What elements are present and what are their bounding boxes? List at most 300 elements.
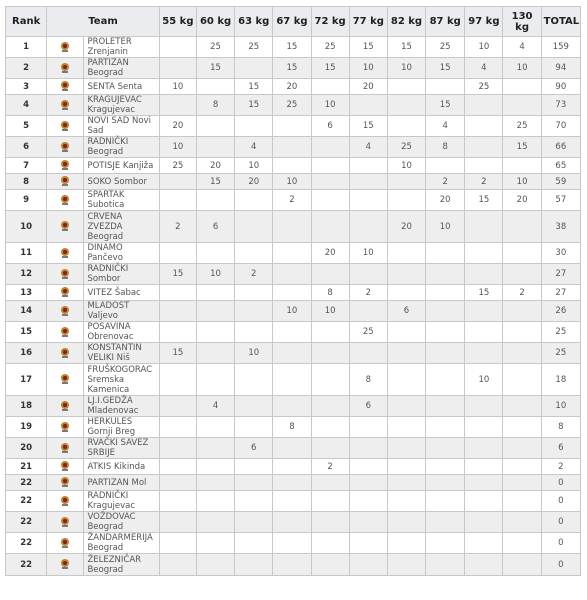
points-cell (273, 396, 311, 417)
club-emblem-icon (61, 100, 69, 110)
team-name-cell: POSAVINA Obrenovac (84, 322, 159, 343)
points-cell (273, 322, 311, 343)
table-row (6, 264, 581, 285)
points-cell (349, 158, 387, 174)
team-name-cell: RADNIČKI Kragujevac (84, 491, 159, 512)
table-row (6, 116, 581, 137)
points-cell (503, 459, 541, 475)
points-cell (387, 95, 425, 116)
points-cell (196, 475, 234, 491)
emblem-cell (47, 190, 84, 211)
table-row (6, 364, 581, 396)
team-name-cell: SPARTAK Subotica (84, 190, 159, 211)
points-cell: 25 (387, 137, 425, 158)
points-cell: 15 (349, 116, 387, 137)
points-cell (503, 264, 541, 285)
rank-cell: 21 (6, 459, 47, 475)
rank-cell: 14 (6, 301, 47, 322)
points-cell (503, 438, 541, 459)
emblem-cell (47, 285, 84, 301)
emblem-cell (47, 475, 84, 491)
points-cell: 20 (311, 243, 349, 264)
table-row (6, 459, 581, 475)
points-cell (159, 417, 196, 438)
points-cell (503, 343, 541, 364)
total-cell: 59 (541, 174, 580, 190)
points-cell: 2 (349, 285, 387, 301)
total-cell: 159 (541, 37, 580, 58)
points-cell: 25 (235, 37, 273, 58)
points-cell (503, 322, 541, 343)
points-cell (426, 459, 465, 475)
total-cell: 57 (541, 190, 580, 211)
points-cell (349, 264, 387, 285)
points-cell (387, 79, 425, 95)
rank-cell: 11 (6, 243, 47, 264)
header-67kg: 67 kg (273, 7, 311, 37)
points-cell (349, 554, 387, 576)
points-cell: 20 (159, 116, 196, 137)
club-emblem-icon (61, 443, 69, 453)
emblem-cell (47, 211, 84, 243)
total-cell: 73 (541, 95, 580, 116)
club-emblem-icon (61, 559, 69, 569)
team-name-cell: SOKO Sombor (84, 174, 159, 190)
points-cell: 20 (426, 190, 465, 211)
points-cell (426, 243, 465, 264)
table-row (6, 301, 581, 322)
points-cell (387, 438, 425, 459)
team-name-cell: ŽANDARMERIJA Beograd (84, 533, 159, 554)
points-cell (503, 364, 541, 396)
points-cell (465, 116, 503, 137)
points-cell (349, 491, 387, 512)
header-63kg: 63 kg (235, 7, 273, 37)
points-cell (387, 243, 425, 264)
points-cell: 10 (349, 58, 387, 79)
standings-table (5, 6, 581, 576)
total-cell: 10 (541, 396, 580, 417)
table-row (6, 512, 581, 533)
points-cell: 15 (196, 58, 234, 79)
points-cell: 4 (196, 396, 234, 417)
header-60kg: 60 kg (196, 7, 234, 37)
points-cell (159, 58, 196, 79)
points-cell: 15 (196, 174, 234, 190)
points-cell: 4 (349, 137, 387, 158)
points-cell: 25 (311, 37, 349, 58)
points-cell: 8 (311, 285, 349, 301)
total-cell: 94 (541, 58, 580, 79)
club-emblem-icon (61, 121, 69, 131)
points-cell (311, 533, 349, 554)
points-cell (196, 512, 234, 533)
points-cell: 2 (503, 285, 541, 301)
table-row (6, 95, 581, 116)
points-cell (311, 137, 349, 158)
points-cell (159, 174, 196, 190)
points-cell (311, 174, 349, 190)
points-cell (426, 396, 465, 417)
rank-cell: 19 (6, 417, 47, 438)
emblem-cell (47, 533, 84, 554)
points-cell (273, 475, 311, 491)
team-name-cell: PROLETER Zrenjanin (84, 37, 159, 58)
points-cell (235, 190, 273, 211)
points-cell (235, 211, 273, 243)
points-cell (387, 190, 425, 211)
team-name-cell: POTISJE Kanjiža (84, 158, 159, 174)
points-cell: 10 (311, 301, 349, 322)
points-cell: 6 (196, 211, 234, 243)
table-row (6, 554, 581, 576)
table-row (6, 190, 581, 211)
points-cell: 8 (426, 137, 465, 158)
points-cell: 15 (465, 285, 503, 301)
points-cell (235, 475, 273, 491)
points-cell (387, 475, 425, 491)
points-cell (235, 554, 273, 576)
points-cell (349, 533, 387, 554)
emblem-cell (47, 512, 84, 533)
points-cell: 25 (273, 95, 311, 116)
table-row (6, 491, 581, 512)
points-cell (196, 301, 234, 322)
points-cell: 25 (503, 116, 541, 137)
points-cell (349, 417, 387, 438)
points-cell (235, 243, 273, 264)
points-cell: 15 (235, 95, 273, 116)
points-cell: 6 (387, 301, 425, 322)
points-cell (503, 396, 541, 417)
rank-cell: 7 (6, 158, 47, 174)
points-cell (196, 459, 234, 475)
team-name-cell: PARTIZAN Mol (84, 475, 159, 491)
points-cell (349, 301, 387, 322)
points-cell (159, 243, 196, 264)
points-cell (159, 554, 196, 576)
points-cell (196, 322, 234, 343)
points-cell (387, 417, 425, 438)
points-cell: 2 (465, 174, 503, 190)
table-row (6, 137, 581, 158)
total-cell: 2 (541, 459, 580, 475)
points-cell (349, 211, 387, 243)
points-cell (273, 554, 311, 576)
points-cell (426, 264, 465, 285)
points-cell: 10 (387, 158, 425, 174)
rank-cell: 22 (6, 512, 47, 533)
points-cell: 25 (196, 37, 234, 58)
points-cell (273, 512, 311, 533)
points-cell (311, 438, 349, 459)
points-cell: 15 (426, 58, 465, 79)
points-cell (235, 491, 273, 512)
points-cell (426, 554, 465, 576)
points-cell (387, 364, 425, 396)
rank-cell: 22 (6, 554, 47, 576)
points-cell (426, 417, 465, 438)
club-emblem-icon (61, 496, 69, 506)
emblem-cell (47, 491, 84, 512)
points-cell (387, 459, 425, 475)
emblem-cell (47, 116, 84, 137)
points-cell (159, 491, 196, 512)
team-name-cell: LJ.I.GEDŽA Mladenovac (84, 396, 159, 417)
points-cell (196, 343, 234, 364)
rank-cell: 10 (6, 211, 47, 243)
rank-cell: 9 (6, 190, 47, 211)
club-emblem-icon (61, 327, 69, 337)
points-cell (426, 512, 465, 533)
club-emblem-icon (61, 63, 69, 73)
points-cell (349, 95, 387, 116)
emblem-cell (47, 322, 84, 343)
points-cell (159, 459, 196, 475)
emblem-cell (47, 158, 84, 174)
points-cell: 20 (349, 79, 387, 95)
points-cell: 15 (311, 58, 349, 79)
points-cell (159, 533, 196, 554)
points-cell (503, 512, 541, 533)
points-cell (387, 322, 425, 343)
club-emblem-icon (61, 248, 69, 258)
club-emblem-icon (61, 517, 69, 527)
table-row (6, 475, 581, 491)
rank-cell: 4 (6, 95, 47, 116)
rank-cell: 6 (6, 137, 47, 158)
points-cell: 15 (235, 79, 273, 95)
points-cell: 6 (235, 438, 273, 459)
points-cell: 2 (311, 459, 349, 475)
points-cell (159, 396, 196, 417)
points-cell (387, 264, 425, 285)
points-cell (426, 285, 465, 301)
points-cell: 10 (503, 174, 541, 190)
points-cell (349, 475, 387, 491)
header-team: Team (47, 7, 160, 37)
points-cell (349, 438, 387, 459)
club-emblem-icon (61, 81, 69, 91)
table-row (6, 174, 581, 190)
total-cell: 65 (541, 158, 580, 174)
points-cell (235, 285, 273, 301)
points-cell: 10 (465, 364, 503, 396)
points-cell: 20 (387, 211, 425, 243)
points-cell (196, 417, 234, 438)
points-cell (387, 396, 425, 417)
points-cell (196, 285, 234, 301)
points-cell (465, 158, 503, 174)
points-cell (503, 475, 541, 491)
points-cell: 15 (426, 95, 465, 116)
points-cell (273, 533, 311, 554)
points-cell (235, 116, 273, 137)
points-cell (196, 79, 234, 95)
rank-cell: 5 (6, 116, 47, 137)
points-cell (273, 158, 311, 174)
club-emblem-icon (61, 306, 69, 316)
points-cell (235, 301, 273, 322)
points-cell: 20 (196, 158, 234, 174)
points-cell (465, 417, 503, 438)
points-cell (311, 264, 349, 285)
points-cell (426, 158, 465, 174)
team-name-cell: KONSTANTIN VELIKI Niš (84, 343, 159, 364)
points-cell (196, 491, 234, 512)
points-cell (273, 491, 311, 512)
team-name-cell: PARTIZAN Beograd (84, 58, 159, 79)
club-emblem-icon (61, 269, 69, 279)
total-cell: 0 (541, 533, 580, 554)
total-cell: 70 (541, 116, 580, 137)
points-cell (235, 533, 273, 554)
points-cell: 15 (465, 190, 503, 211)
points-cell (311, 512, 349, 533)
points-cell (159, 475, 196, 491)
points-cell: 10 (503, 58, 541, 79)
points-cell (311, 396, 349, 417)
total-cell: 66 (541, 137, 580, 158)
points-cell (311, 343, 349, 364)
points-cell (311, 190, 349, 211)
points-cell: 20 (235, 174, 273, 190)
points-cell (387, 343, 425, 364)
points-cell (311, 79, 349, 95)
header-82kg: 82 kg (387, 7, 425, 37)
points-cell (387, 512, 425, 533)
emblem-cell (47, 174, 84, 190)
points-cell (196, 364, 234, 396)
points-cell (273, 459, 311, 475)
points-cell (387, 554, 425, 576)
total-cell: 27 (541, 285, 580, 301)
points-cell (159, 37, 196, 58)
points-cell (465, 554, 503, 576)
points-cell: 10 (273, 301, 311, 322)
points-cell (465, 459, 503, 475)
points-cell: 10 (311, 95, 349, 116)
points-cell (235, 459, 273, 475)
points-cell: 2 (235, 264, 273, 285)
points-cell (503, 79, 541, 95)
total-cell: 25 (541, 343, 580, 364)
points-cell (465, 243, 503, 264)
total-cell: 25 (541, 322, 580, 343)
points-cell: 4 (465, 58, 503, 79)
rank-cell: 22 (6, 475, 47, 491)
points-cell: 8 (196, 95, 234, 116)
points-cell (311, 554, 349, 576)
points-cell: 10 (235, 158, 273, 174)
team-name-cell: DINAMO Pančevo (84, 243, 159, 264)
points-cell (273, 137, 311, 158)
club-emblem-icon (61, 287, 69, 297)
club-emblem-icon (61, 374, 69, 384)
points-cell (159, 285, 196, 301)
points-cell: 10 (273, 174, 311, 190)
total-cell: 18 (541, 364, 580, 396)
points-cell (196, 533, 234, 554)
emblem-cell (47, 95, 84, 116)
points-cell (503, 533, 541, 554)
points-cell: 2 (273, 190, 311, 211)
points-cell (465, 322, 503, 343)
points-cell (465, 264, 503, 285)
points-cell (465, 343, 503, 364)
points-cell: 25 (426, 37, 465, 58)
club-emblem-icon (61, 461, 69, 471)
header-72kg: 72 kg (311, 7, 349, 37)
points-cell (426, 438, 465, 459)
emblem-cell (47, 364, 84, 396)
club-emblem-icon (61, 142, 69, 152)
points-cell (273, 211, 311, 243)
club-emblem-icon (61, 160, 69, 170)
header-130kg: 130 kg (503, 7, 541, 37)
table-row (6, 343, 581, 364)
points-cell (349, 190, 387, 211)
total-cell: 0 (541, 554, 580, 576)
club-emblem-icon (61, 195, 69, 205)
points-cell (273, 264, 311, 285)
points-cell (311, 475, 349, 491)
points-cell: 6 (349, 396, 387, 417)
points-cell (426, 364, 465, 396)
points-cell (196, 116, 234, 137)
points-cell (426, 533, 465, 554)
points-cell: 2 (426, 174, 465, 190)
points-cell (196, 137, 234, 158)
club-emblem-icon (61, 477, 69, 487)
points-cell (159, 438, 196, 459)
points-cell (159, 190, 196, 211)
points-cell (235, 58, 273, 79)
header-87kg: 87 kg (426, 7, 465, 37)
club-emblem-icon (61, 538, 69, 548)
points-cell: 10 (159, 79, 196, 95)
club-emblem-icon (61, 422, 69, 432)
rank-cell: 15 (6, 322, 47, 343)
table-row (6, 417, 581, 438)
rank-cell: 1 (6, 37, 47, 58)
points-cell: 10 (426, 211, 465, 243)
points-cell (503, 301, 541, 322)
team-name-cell: VOŽDOVAC Beograd (84, 512, 159, 533)
points-cell (503, 211, 541, 243)
header-77kg: 77 kg (349, 7, 387, 37)
team-name-cell: RADNIČKI Beograd (84, 137, 159, 158)
points-cell (465, 396, 503, 417)
rank-cell: 20 (6, 438, 47, 459)
points-cell (465, 512, 503, 533)
total-cell: 0 (541, 512, 580, 533)
points-cell (387, 285, 425, 301)
club-emblem-icon (61, 348, 69, 358)
club-emblem-icon (61, 176, 69, 186)
points-cell (387, 533, 425, 554)
points-cell (349, 174, 387, 190)
points-cell (465, 95, 503, 116)
points-cell (159, 95, 196, 116)
points-cell (311, 491, 349, 512)
table-row (6, 322, 581, 343)
points-cell (426, 79, 465, 95)
points-cell (273, 364, 311, 396)
points-cell: 15 (273, 37, 311, 58)
points-cell (311, 364, 349, 396)
points-cell (196, 243, 234, 264)
